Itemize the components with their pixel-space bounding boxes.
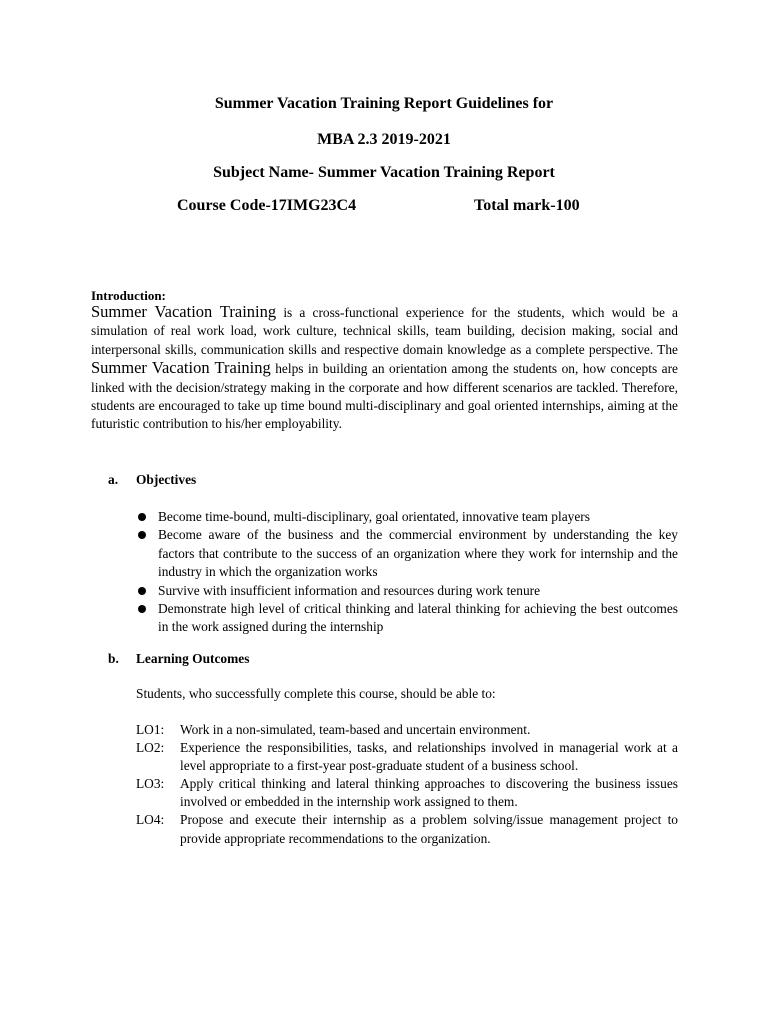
objective-text: Become time-bound, multi-disciplinary, goal orientated, innovative team players bbox=[158, 509, 590, 524]
bullet-icon bbox=[138, 531, 146, 539]
list-item bbox=[136, 811, 678, 847]
list-item bbox=[136, 721, 678, 739]
list-item bbox=[136, 739, 678, 775]
bullet-icon bbox=[138, 605, 146, 613]
objective-text: Become aware of the business and the commercial environment by understanding the key factors that contribute to the success of an organization where they work for internship and the industry in which the organization works bbox=[158, 527, 678, 580]
outcome-text: Apply critical thinking and lateral thinking approaches to discovering the business issues involved or embedded in the internship work assigned to them. bbox=[180, 776, 678, 810]
bullet-icon bbox=[138, 587, 146, 595]
outcome-code: LO2: bbox=[136, 740, 165, 756]
introduction-heading: Introduction: bbox=[91, 288, 166, 303]
learning-outcomes-intro: Students, who successfully complete this course, should be able to: bbox=[136, 686, 496, 701]
objectives-list bbox=[136, 508, 678, 637]
intro-text-part1: is a cross-functional experience for the students, which would be a simulation of real work load, work culture, technical skills, team building, decision making, social and interpersonal skills, communication skills and respective domain knowledge as a complete perspective. The bbox=[91, 305, 678, 357]
outcome-text: Experience the responsibilities, tasks, and relationships involved in managerial work at a level appropriate to a first-year post-graduate student of a business school. bbox=[180, 740, 678, 774]
outcome-text: Work in a non-simulated, team-based and uncertain environment. bbox=[180, 722, 531, 737]
outcome-code: LO3: bbox=[136, 776, 165, 792]
learning-outcomes-letter: b. bbox=[108, 651, 119, 666]
term-highlight-2: Summer Vacation Training bbox=[91, 358, 271, 378]
outcome-text: Propose and execute their internship as a problem solving/issue management project to provide appropriate recommendations to the organization. bbox=[180, 812, 678, 846]
total-mark: Total mark-100 bbox=[474, 197, 580, 214]
objective-text: Demonstrate high level of critical thinking and lateral thinking for achieving the best outcomes in the work assigned during the internship bbox=[158, 601, 678, 635]
bullet-icon bbox=[138, 513, 146, 521]
objectives-heading: Objectives bbox=[136, 472, 197, 487]
term-highlight: Summer Vacation Training bbox=[91, 302, 277, 321]
program-title: MBA 2.3 2019-2021 bbox=[317, 131, 451, 148]
intro-text-part2: helps in building an orientation among the students on, how concepts are linked with the decision/strategy making in the corporate and how different scenarios are tackled. Therefore, students are encouraged to take up time bound multi-disciplinary and goal oriented internships, aiming at the futuristic contribution to his/her employability. bbox=[91, 361, 678, 432]
objective-text: Survive with insufficient information and resources during work tenure bbox=[158, 582, 541, 598]
subject-name: Subject Name- Summer Vacation Training Report bbox=[213, 164, 555, 181]
list-item bbox=[136, 526, 678, 581]
list-item bbox=[136, 775, 678, 811]
list-item bbox=[136, 508, 678, 526]
objectives-letter: a. bbox=[108, 472, 119, 487]
list-item bbox=[136, 600, 678, 637]
learning-outcomes-list bbox=[136, 721, 678, 848]
introduction-paragraph bbox=[91, 303, 678, 434]
course-code: Course Code-17IMG23C4 bbox=[177, 197, 357, 214]
learning-outcomes-heading: Learning Outcomes bbox=[136, 651, 250, 666]
outcome-code: LO4: bbox=[136, 812, 165, 828]
list-item bbox=[136, 582, 678, 600]
document-title: Summer Vacation Training Report Guidelines for bbox=[214, 95, 554, 112]
outcome-code: LO1: bbox=[136, 722, 165, 737]
